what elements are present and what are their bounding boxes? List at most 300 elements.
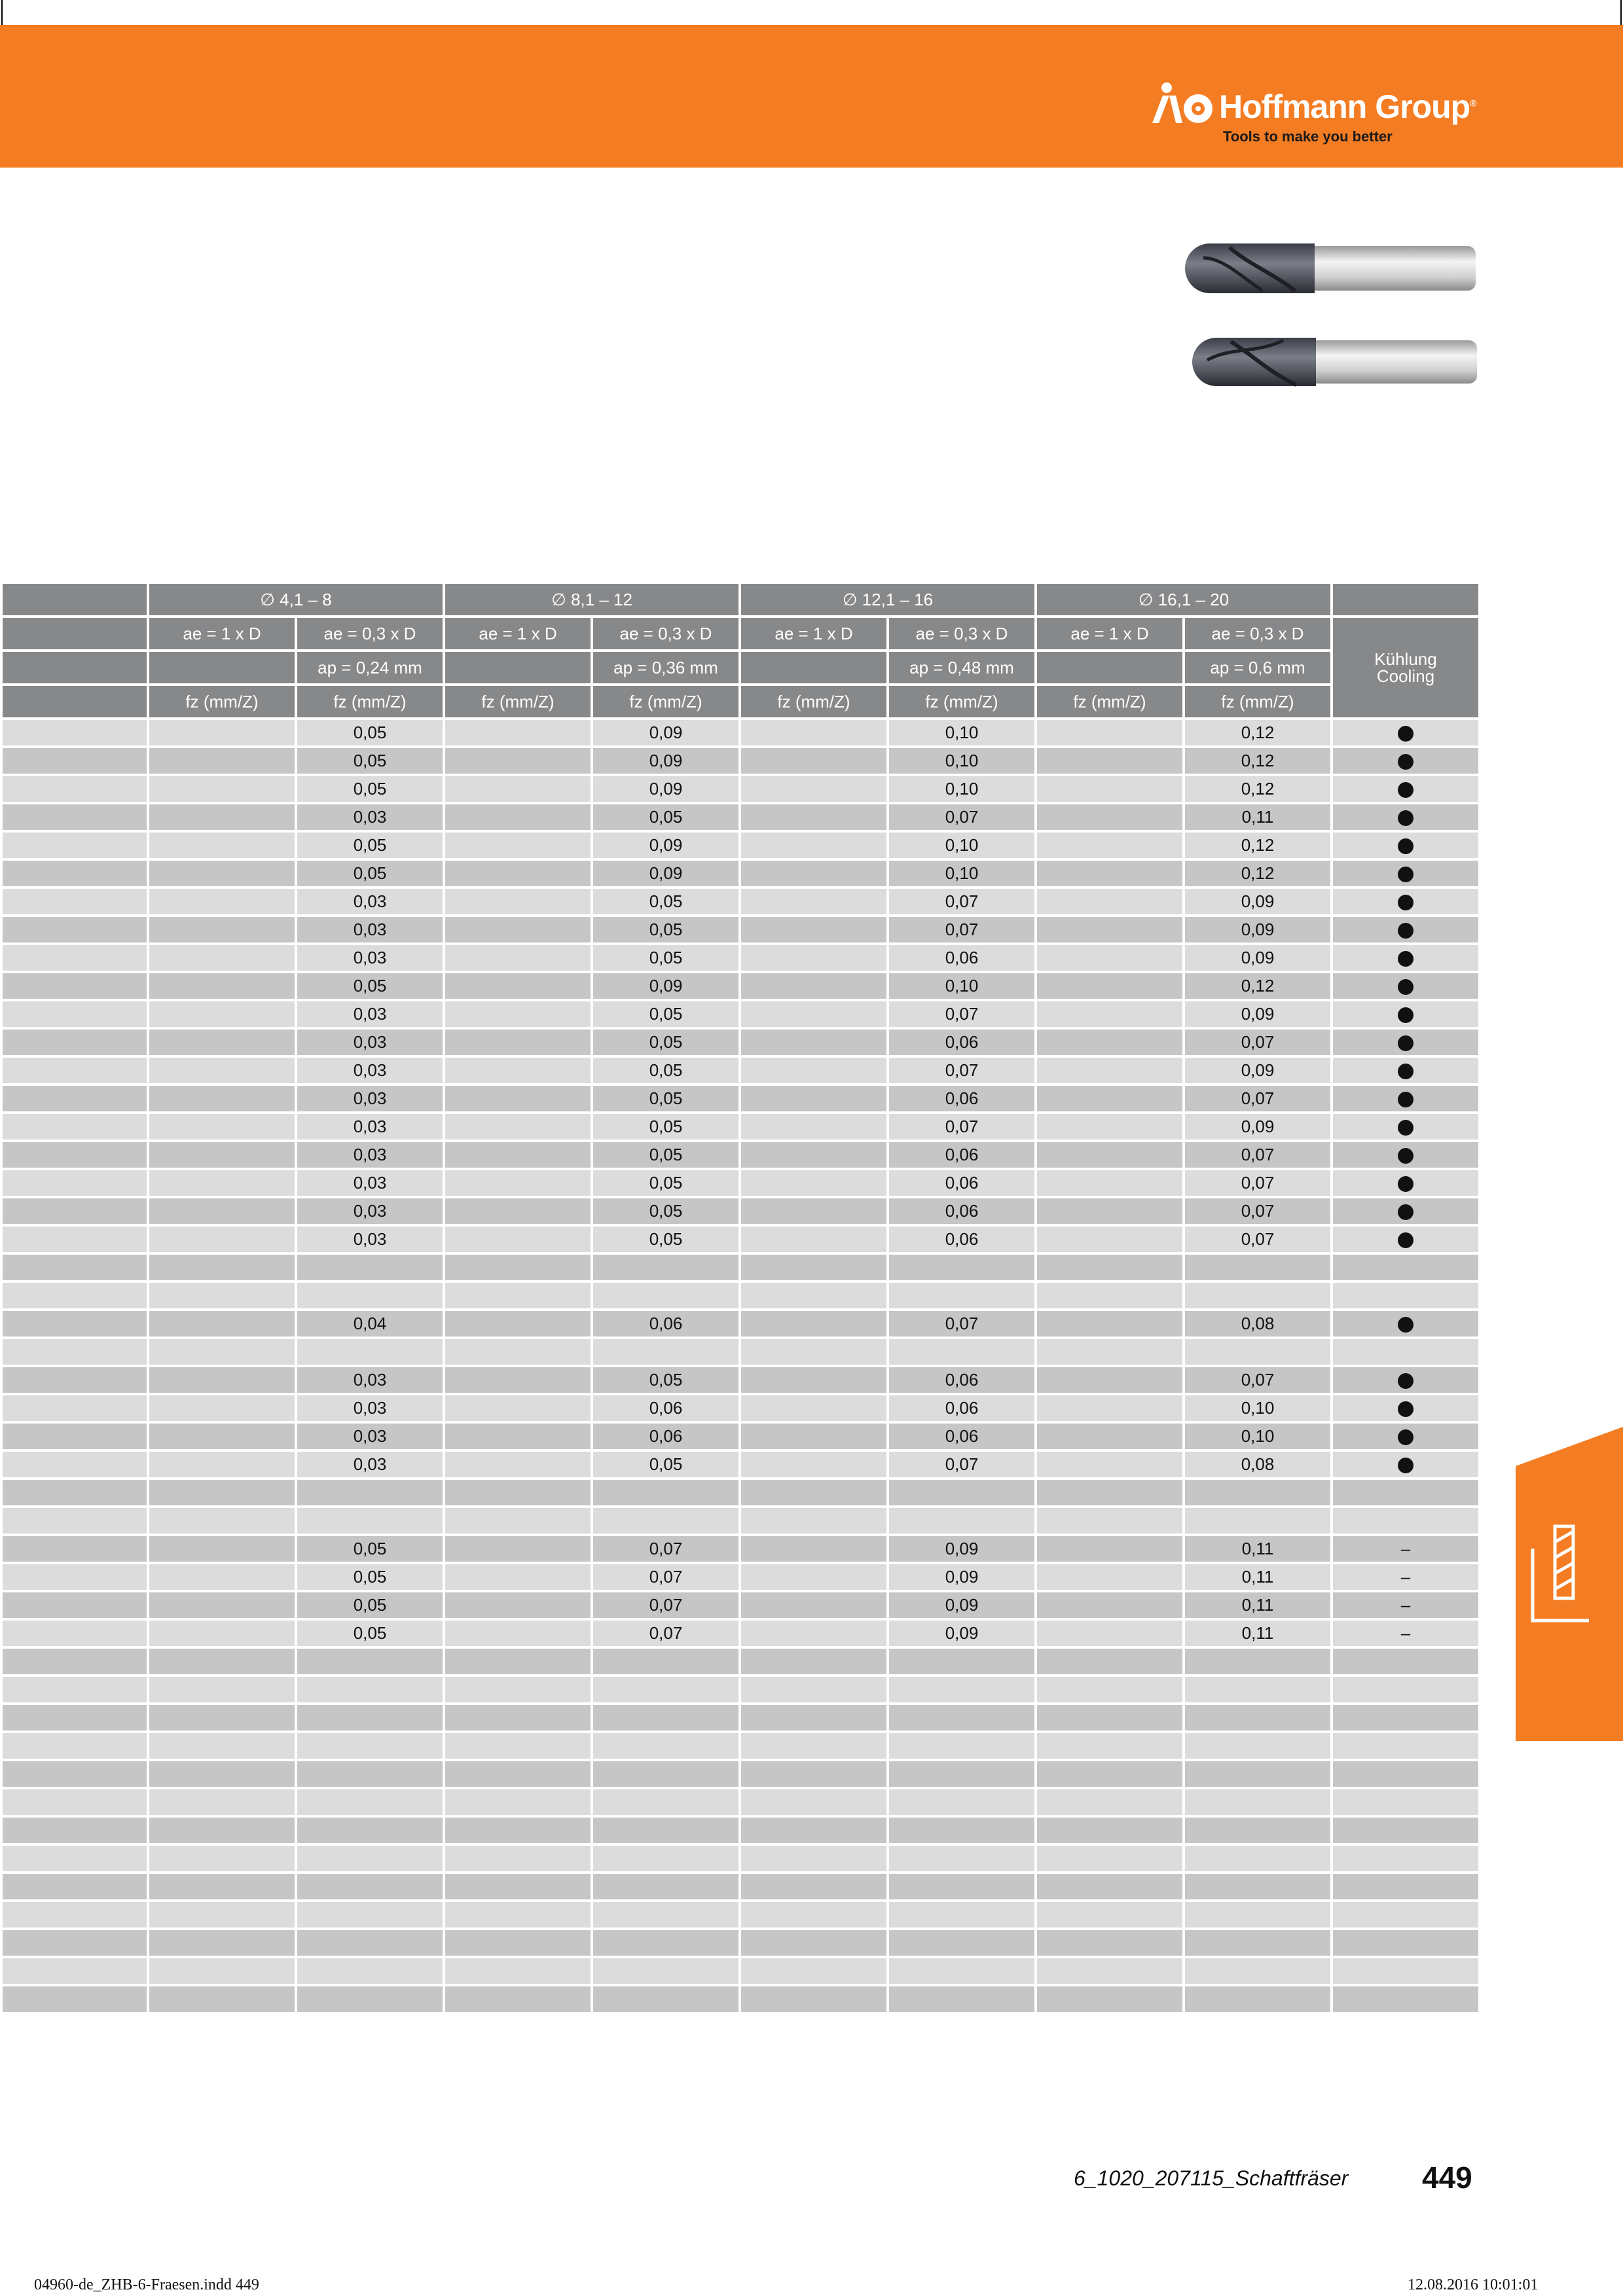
fz-full-slot-cell bbox=[148, 1282, 296, 1310]
cooling-cell bbox=[1332, 1085, 1480, 1113]
fz-full-slot-cell bbox=[148, 916, 296, 944]
fz-full-slot-cell bbox=[740, 831, 888, 859]
cooling-cell bbox=[1332, 1507, 1480, 1535]
table-row bbox=[1, 1704, 1480, 1732]
fz-full-slot-cell bbox=[148, 1450, 296, 1479]
fz-full-slot-cell bbox=[740, 859, 888, 888]
print-slug-file: 04960-de_ZHB-6-Fraesen.indd 449 bbox=[34, 2276, 259, 2293]
fz-full-slot-cell bbox=[148, 1676, 296, 1704]
fz-full-slot-cell bbox=[740, 1028, 888, 1056]
fz-full-slot-cell bbox=[444, 916, 592, 944]
material-cell bbox=[1, 1647, 148, 1676]
fz-full-slot-cell bbox=[1036, 1535, 1184, 1563]
fz-full-slot-cell bbox=[740, 1563, 888, 1591]
fz-value-cell bbox=[296, 1957, 444, 1985]
fz-value-cell: 0,03 bbox=[296, 1141, 444, 1169]
fz-full-slot-cell bbox=[148, 1647, 296, 1676]
fz-full-slot-cell bbox=[148, 1591, 296, 1619]
fz-full-slot-cell bbox=[740, 1479, 888, 1507]
fz-full-slot-cell bbox=[444, 888, 592, 916]
table-row bbox=[1, 1732, 1480, 1760]
fz-value-cell: 0,09 bbox=[888, 1535, 1036, 1563]
table-row bbox=[1, 1450, 1480, 1479]
fz-full-slot-cell bbox=[1036, 1732, 1184, 1760]
fz-value-cell: 0,07 bbox=[592, 1535, 740, 1563]
material-cell bbox=[1, 1732, 148, 1760]
header-blank bbox=[1, 685, 148, 719]
fz-full-slot-cell bbox=[1036, 1563, 1184, 1591]
fz-label: fz (mm/Z) bbox=[740, 685, 888, 719]
fz-value-cell bbox=[592, 1338, 740, 1366]
fz-full-slot-cell bbox=[740, 1338, 888, 1366]
fz-full-slot-cell bbox=[1036, 1676, 1184, 1704]
cooling-cell bbox=[1332, 1253, 1480, 1282]
cooling-dot-icon bbox=[1398, 1373, 1413, 1389]
material-cell bbox=[1, 1394, 148, 1422]
fz-value-cell bbox=[888, 1901, 1036, 1929]
fz-full-slot-cell bbox=[1036, 1394, 1184, 1422]
fz-full-slot-cell bbox=[444, 944, 592, 972]
fz-value-cell: 0,10 bbox=[888, 775, 1036, 803]
table-row bbox=[1, 1085, 1480, 1113]
header-blank bbox=[1332, 583, 1480, 617]
table-row bbox=[1, 1844, 1480, 1873]
table-row bbox=[1, 1591, 1480, 1619]
fz-full-slot-cell bbox=[444, 1732, 592, 1760]
table-row bbox=[1, 1535, 1480, 1563]
fz-value-cell: 0,07 bbox=[592, 1563, 740, 1591]
fz-value-cell: 0,07 bbox=[1184, 1085, 1332, 1113]
material-cell bbox=[1, 1169, 148, 1197]
fz-value-cell bbox=[1184, 1844, 1332, 1873]
fz-value-cell: 0,03 bbox=[296, 803, 444, 831]
fz-value-cell: 0,12 bbox=[1184, 775, 1332, 803]
fz-full-slot-cell bbox=[740, 1085, 888, 1113]
ae-label: ae = 1 x D bbox=[1036, 617, 1184, 651]
fz-value-cell: 0,09 bbox=[1184, 944, 1332, 972]
fz-full-slot-cell bbox=[148, 1169, 296, 1197]
fz-full-slot-cell bbox=[444, 831, 592, 859]
fz-full-slot-cell bbox=[1036, 747, 1184, 775]
fz-full-slot-cell bbox=[1036, 1338, 1184, 1366]
fz-full-slot-cell bbox=[1036, 1197, 1184, 1225]
fz-value-cell bbox=[1184, 1253, 1332, 1282]
fz-value-cell: 0,11 bbox=[1184, 1563, 1332, 1591]
cooling-cell bbox=[1332, 1929, 1480, 1957]
material-cell bbox=[1, 1028, 148, 1056]
fz-full-slot-cell bbox=[148, 1563, 296, 1591]
ap-label bbox=[444, 651, 592, 685]
fz-value-cell bbox=[888, 1704, 1036, 1732]
fz-value-cell: 0,03 bbox=[296, 1113, 444, 1141]
table-row bbox=[1, 972, 1480, 1000]
fz-value-cell: 0,09 bbox=[1184, 1056, 1332, 1085]
material-cell bbox=[1, 1113, 148, 1141]
ae-label: ae = 0,3 x D bbox=[1184, 617, 1332, 651]
material-cell bbox=[1, 1704, 148, 1732]
header-blank bbox=[1, 583, 148, 617]
cooling-cell: – bbox=[1332, 1591, 1480, 1619]
fz-value-cell bbox=[296, 1985, 444, 2013]
cooling-dot-icon bbox=[1398, 1317, 1413, 1333]
cooling-cell bbox=[1332, 1957, 1480, 1985]
material-cell bbox=[1, 1085, 148, 1113]
material-cell bbox=[1, 1338, 148, 1366]
fz-value-cell bbox=[888, 1873, 1036, 1901]
fz-full-slot-cell bbox=[740, 719, 888, 747]
cooling-dot-icon bbox=[1398, 1092, 1413, 1107]
material-cell bbox=[1, 1563, 148, 1591]
fz-value-cell bbox=[888, 1479, 1036, 1507]
fz-value-cell bbox=[888, 1732, 1036, 1760]
fz-value-cell bbox=[888, 1985, 1036, 2013]
cooling-cell bbox=[1332, 1422, 1480, 1450]
fz-value-cell bbox=[592, 1479, 740, 1507]
fz-full-slot-cell bbox=[740, 775, 888, 803]
fz-full-slot-cell bbox=[1036, 1647, 1184, 1676]
table-row bbox=[1, 1647, 1480, 1676]
fz-value-cell: 0,06 bbox=[888, 1141, 1036, 1169]
material-cell bbox=[1, 1253, 148, 1282]
fz-full-slot-cell bbox=[444, 1591, 592, 1619]
cooling-cell: – bbox=[1332, 1619, 1480, 1647]
fz-full-slot-cell bbox=[1036, 831, 1184, 859]
fz-full-slot-cell bbox=[740, 1647, 888, 1676]
cooling-cell bbox=[1332, 972, 1480, 1000]
ap-label: ap = 0,24 mm bbox=[296, 651, 444, 685]
fz-full-slot-cell bbox=[1036, 888, 1184, 916]
fz-full-slot-cell bbox=[444, 1113, 592, 1141]
fz-value-cell: 0,08 bbox=[1184, 1310, 1332, 1338]
table-row bbox=[1, 1929, 1480, 1957]
fz-full-slot-cell bbox=[1036, 1929, 1184, 1957]
fz-full-slot-cell bbox=[740, 1507, 888, 1535]
material-cell bbox=[1, 1282, 148, 1310]
catalog-file-label: 6_1020_207115_Schaftfräser bbox=[1074, 2166, 1349, 2190]
fz-full-slot-cell bbox=[740, 1253, 888, 1282]
fz-full-slot-cell bbox=[444, 719, 592, 747]
fz-full-slot-cell bbox=[444, 1704, 592, 1732]
fz-full-slot-cell bbox=[1036, 1760, 1184, 1788]
fz-full-slot-cell bbox=[444, 1141, 592, 1169]
ae-label: ae = 0,3 x D bbox=[888, 617, 1036, 651]
cooling-cell bbox=[1332, 916, 1480, 944]
crop-mark-left bbox=[1, 0, 3, 25]
fz-value-cell: 0,06 bbox=[888, 1085, 1036, 1113]
fz-full-slot-cell bbox=[740, 1422, 888, 1450]
material-cell bbox=[1, 1901, 148, 1929]
fz-value-cell: 0,10 bbox=[888, 747, 1036, 775]
fz-value-cell: 0,05 bbox=[592, 1056, 740, 1085]
fz-value-cell bbox=[296, 1732, 444, 1760]
fz-value-cell: 0,05 bbox=[296, 719, 444, 747]
fz-full-slot-cell bbox=[740, 1676, 888, 1704]
cooling-dot-icon bbox=[1398, 1429, 1413, 1445]
fz-full-slot-cell bbox=[1036, 916, 1184, 944]
fz-value-cell: 0,05 bbox=[296, 747, 444, 775]
fz-value-cell: 0,07 bbox=[1184, 1197, 1332, 1225]
fz-full-slot-cell bbox=[1036, 1422, 1184, 1450]
fz-value-cell bbox=[888, 1282, 1036, 1310]
fz-full-slot-cell bbox=[148, 1253, 296, 1282]
cooling-dot-icon bbox=[1398, 1458, 1413, 1473]
table-row bbox=[1, 1957, 1480, 1985]
cooling-cell bbox=[1332, 1310, 1480, 1338]
fz-value-cell: 0,07 bbox=[888, 1113, 1036, 1141]
cooling-cell bbox=[1332, 859, 1480, 888]
fz-full-slot-cell bbox=[740, 1225, 888, 1253]
fz-value-cell: 0,03 bbox=[296, 916, 444, 944]
fz-full-slot-cell bbox=[740, 1113, 888, 1141]
fz-value-cell bbox=[1184, 1816, 1332, 1844]
table-row bbox=[1, 1676, 1480, 1704]
cooling-cell bbox=[1332, 1873, 1480, 1901]
fz-full-slot-cell bbox=[444, 1873, 592, 1901]
material-cell bbox=[1, 747, 148, 775]
material-cell bbox=[1, 1422, 148, 1450]
material-cell bbox=[1, 1479, 148, 1507]
fz-value-cell: 0,07 bbox=[592, 1591, 740, 1619]
fz-full-slot-cell bbox=[1036, 1225, 1184, 1253]
fz-full-slot-cell bbox=[740, 1844, 888, 1873]
fz-value-cell: 0,09 bbox=[888, 1619, 1036, 1647]
cooling-dot-icon bbox=[1398, 1007, 1413, 1023]
fz-full-slot-cell bbox=[148, 1394, 296, 1422]
fz-label: fz (mm/Z) bbox=[888, 685, 1036, 719]
cooling-label-de: Kühlung bbox=[1374, 649, 1437, 669]
fz-value-cell bbox=[888, 1760, 1036, 1788]
fz-full-slot-cell bbox=[148, 1704, 296, 1732]
fz-full-slot-cell bbox=[1036, 1985, 1184, 2013]
fz-full-slot-cell bbox=[740, 1619, 888, 1647]
table-row bbox=[1, 1197, 1480, 1225]
fz-value-cell: 0,06 bbox=[592, 1310, 740, 1338]
fz-full-slot-cell bbox=[148, 719, 296, 747]
table-row bbox=[1, 1028, 1480, 1056]
fz-value-cell: 0,05 bbox=[592, 944, 740, 972]
fz-value-cell bbox=[1184, 1479, 1332, 1507]
ap-label bbox=[148, 651, 296, 685]
table-row bbox=[1, 1422, 1480, 1450]
fz-value-cell: 0,10 bbox=[1184, 1394, 1332, 1422]
diameter-group-2: ∅ 8,1 – 12 bbox=[444, 583, 740, 617]
brand-tagline: Tools to make you better bbox=[1223, 128, 1393, 145]
fz-label: fz (mm/Z) bbox=[148, 685, 296, 719]
fz-full-slot-cell bbox=[1036, 1141, 1184, 1169]
material-cell bbox=[1, 1985, 148, 2013]
fz-value-cell bbox=[888, 1816, 1036, 1844]
fz-full-slot-cell bbox=[444, 1929, 592, 1957]
fz-full-slot-cell bbox=[740, 916, 888, 944]
fz-value-cell: 0,07 bbox=[888, 1450, 1036, 1479]
fz-value-cell: 0,09 bbox=[1184, 916, 1332, 944]
fz-value-cell bbox=[592, 1282, 740, 1310]
fz-full-slot-cell bbox=[148, 944, 296, 972]
material-cell bbox=[1, 1788, 148, 1816]
fz-value-cell: 0,09 bbox=[1184, 888, 1332, 916]
fz-value-cell: 0,03 bbox=[296, 1169, 444, 1197]
fz-full-slot-cell bbox=[444, 1450, 592, 1479]
fz-value-cell bbox=[888, 1647, 1036, 1676]
fz-value-cell: 0,05 bbox=[592, 1141, 740, 1169]
header-row-diameter bbox=[1, 583, 1480, 617]
fz-value-cell: 0,03 bbox=[296, 944, 444, 972]
fz-full-slot-cell bbox=[444, 1676, 592, 1704]
fz-full-slot-cell bbox=[740, 944, 888, 972]
cooling-label-en: Cooling bbox=[1376, 666, 1435, 686]
table-row bbox=[1, 1873, 1480, 1901]
table-row bbox=[1, 1282, 1480, 1310]
fz-full-slot-cell bbox=[1036, 972, 1184, 1000]
fz-value-cell: 0,12 bbox=[1184, 719, 1332, 747]
fz-value-cell: 0,07 bbox=[888, 1310, 1036, 1338]
fz-full-slot-cell bbox=[444, 1366, 592, 1394]
table-row bbox=[1, 1985, 1480, 2013]
fz-value-cell: 0,05 bbox=[592, 1000, 740, 1028]
cutting-data-table bbox=[0, 581, 1481, 2015]
fz-value-cell: 0,06 bbox=[888, 1366, 1036, 1394]
fz-value-cell bbox=[888, 1507, 1036, 1535]
cooling-cell bbox=[1332, 1479, 1480, 1507]
fz-label: fz (mm/Z) bbox=[592, 685, 740, 719]
fz-full-slot-cell bbox=[148, 1422, 296, 1450]
fz-full-slot-cell bbox=[740, 1816, 888, 1844]
material-cell bbox=[1, 803, 148, 831]
fz-value-cell: 0,10 bbox=[888, 831, 1036, 859]
cooling-dot-icon bbox=[1398, 1401, 1413, 1417]
diameter-group-3: ∅ 12,1 – 16 bbox=[740, 583, 1036, 617]
fz-full-slot-cell bbox=[444, 1647, 592, 1676]
cooling-cell bbox=[1332, 1676, 1480, 1704]
table-row bbox=[1, 1479, 1480, 1507]
fz-full-slot-cell bbox=[444, 1338, 592, 1366]
fz-value-cell bbox=[1184, 1901, 1332, 1929]
ap-label: ap = 0,36 mm bbox=[592, 651, 740, 685]
hoffmann-logo-icon bbox=[1152, 81, 1218, 127]
fz-full-slot-cell bbox=[444, 1619, 592, 1647]
table-row bbox=[1, 1563, 1480, 1591]
fz-value-cell bbox=[1184, 1957, 1332, 1985]
fz-full-slot-cell bbox=[444, 1760, 592, 1788]
cooling-cell bbox=[1332, 1760, 1480, 1788]
header-row-fz bbox=[1, 685, 1480, 719]
cooling-cell bbox=[1332, 1282, 1480, 1310]
ae-label: ae = 1 x D bbox=[148, 617, 296, 651]
fz-value-cell: 0,12 bbox=[1184, 972, 1332, 1000]
fz-value-cell bbox=[296, 1704, 444, 1732]
fz-value-cell bbox=[296, 1282, 444, 1310]
fz-value-cell bbox=[1184, 1676, 1332, 1704]
material-cell bbox=[1, 1929, 148, 1957]
fz-full-slot-cell bbox=[1036, 719, 1184, 747]
fz-label: fz (mm/Z) bbox=[1184, 685, 1332, 719]
fz-value-cell bbox=[296, 1873, 444, 1901]
fz-value-cell bbox=[592, 1704, 740, 1732]
table-row bbox=[1, 1760, 1480, 1788]
header-blank bbox=[1, 617, 148, 651]
fz-value-cell: 0,05 bbox=[296, 775, 444, 803]
fz-full-slot-cell bbox=[1036, 1000, 1184, 1028]
fz-full-slot-cell bbox=[148, 1844, 296, 1873]
fz-value-cell bbox=[888, 1957, 1036, 1985]
fz-value-cell bbox=[592, 1647, 740, 1676]
fz-full-slot-cell bbox=[1036, 1310, 1184, 1338]
fz-full-slot-cell bbox=[740, 1282, 888, 1310]
table-row bbox=[1, 1619, 1480, 1647]
fz-value-cell: 0,05 bbox=[296, 1563, 444, 1591]
fz-full-slot-cell bbox=[740, 1788, 888, 1816]
material-cell bbox=[1, 916, 148, 944]
fz-full-slot-cell bbox=[740, 1957, 888, 1985]
ae-label: ae = 0,3 x D bbox=[592, 617, 740, 651]
fz-full-slot-cell bbox=[1036, 1028, 1184, 1056]
fz-full-slot-cell bbox=[1036, 1816, 1184, 1844]
table-row bbox=[1, 859, 1480, 888]
print-slug-date: 12.08.2016 10:01:01 bbox=[1408, 2276, 1539, 2293]
fz-value-cell bbox=[1184, 1929, 1332, 1957]
fz-value-cell bbox=[1184, 1760, 1332, 1788]
fz-value-cell bbox=[1184, 1704, 1332, 1732]
fz-value-cell bbox=[296, 1647, 444, 1676]
cooling-cell bbox=[1332, 1985, 1480, 2013]
table-row bbox=[1, 1816, 1480, 1844]
cooling-dot-icon bbox=[1398, 923, 1413, 939]
material-cell bbox=[1, 888, 148, 916]
fz-value-cell: 0,05 bbox=[592, 888, 740, 916]
fz-value-cell: 0,05 bbox=[592, 916, 740, 944]
table-row bbox=[1, 719, 1480, 747]
fz-value-cell bbox=[1184, 1873, 1332, 1901]
fz-value-cell bbox=[592, 1732, 740, 1760]
material-cell bbox=[1, 831, 148, 859]
material-cell bbox=[1, 859, 148, 888]
table-row bbox=[1, 1169, 1480, 1197]
fz-value-cell: 0,03 bbox=[296, 1028, 444, 1056]
fz-value-cell bbox=[296, 1844, 444, 1873]
table-row bbox=[1, 1394, 1480, 1422]
fz-value-cell: 0,05 bbox=[592, 1028, 740, 1056]
material-cell bbox=[1, 1676, 148, 1704]
ap-label bbox=[740, 651, 888, 685]
fz-value-cell: 0,07 bbox=[592, 1619, 740, 1647]
fz-full-slot-cell bbox=[740, 1985, 888, 2013]
fz-value-cell: 0,03 bbox=[296, 1000, 444, 1028]
table-row bbox=[1, 1056, 1480, 1085]
table-row bbox=[1, 1113, 1480, 1141]
fz-full-slot-cell bbox=[1036, 1844, 1184, 1873]
fz-value-cell: 0,09 bbox=[1184, 1000, 1332, 1028]
fz-value-cell bbox=[1184, 1338, 1332, 1366]
table-row bbox=[1, 1225, 1480, 1253]
fz-value-cell bbox=[1184, 1788, 1332, 1816]
fz-value-cell bbox=[592, 1253, 740, 1282]
fz-full-slot-cell bbox=[1036, 1366, 1184, 1394]
cooling-cell bbox=[1332, 775, 1480, 803]
cooling-cell bbox=[1332, 1056, 1480, 1085]
fz-value-cell: 0,07 bbox=[1184, 1225, 1332, 1253]
ap-label bbox=[1036, 651, 1184, 685]
fz-value-cell: 0,06 bbox=[888, 1169, 1036, 1197]
fz-value-cell: 0,10 bbox=[888, 859, 1036, 888]
cooling-cell bbox=[1332, 1816, 1480, 1844]
cooling-dot-icon bbox=[1398, 782, 1413, 798]
fz-full-slot-cell bbox=[444, 859, 592, 888]
fz-full-slot-cell bbox=[1036, 1704, 1184, 1732]
fz-value-cell bbox=[592, 1788, 740, 1816]
fz-value-cell bbox=[592, 1957, 740, 1985]
fz-value-cell bbox=[296, 1788, 444, 1816]
fz-full-slot-cell bbox=[444, 1535, 592, 1563]
